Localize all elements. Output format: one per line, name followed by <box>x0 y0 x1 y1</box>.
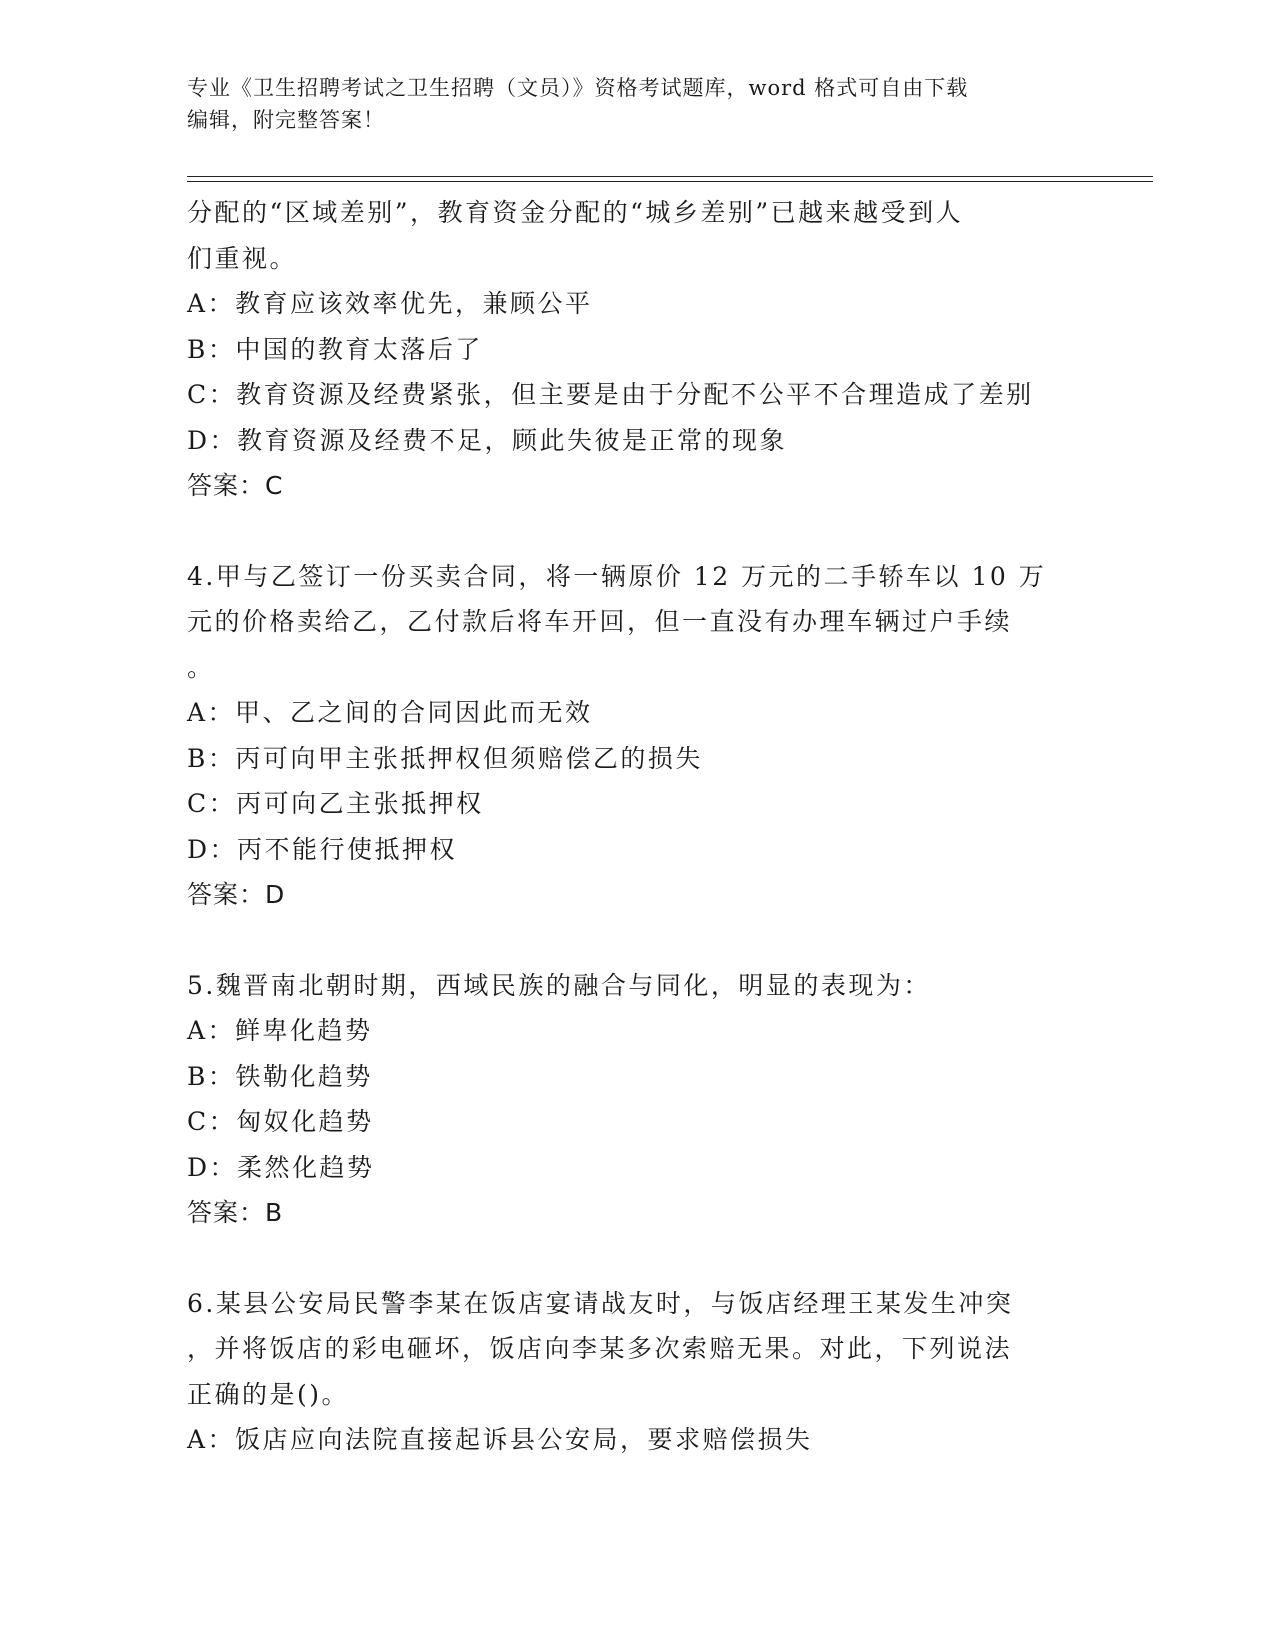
question-text: 们重视。 <box>187 243 298 273</box>
question-4 <box>187 554 1087 918</box>
option-a: A：教育应该效率优先，兼顾公平 <box>187 289 593 318</box>
question-text: 正确的是()。 <box>187 1379 350 1409</box>
answer: 答案：C <box>187 471 284 500</box>
question-text: 6.某县公安局民警李某在饭店宴请战友时，与饭店经理王某发生冲突 <box>187 1288 1014 1318</box>
spacer <box>187 918 1087 963</box>
question-text: ，并将饭店的彩电砸坏，饭店向李某多次索赔无果。对此，下列说法 <box>187 1334 1013 1363</box>
option-a: A：饭店应向法院直接起诉县公安局，要求赔偿损失 <box>187 1425 813 1454</box>
header-line-2: 编辑，附完整答案！ <box>187 108 385 132</box>
option-d: D：柔然化趋势 <box>187 1152 375 1182</box>
question-text: 。 <box>187 652 215 682</box>
header-divider-top <box>187 176 1153 177</box>
header-divider-bottom <box>187 181 1153 182</box>
option-d: D：丙不能行使抵押权 <box>187 834 458 864</box>
option-b: B：丙可向甲主张抵押权但须赔偿乙的损失 <box>187 743 703 773</box>
document-header <box>187 72 1087 136</box>
question-text: 4.甲与乙签订一份买卖合同，将一辆原价 12 万元的二手轿车以 10 万 <box>187 561 1047 591</box>
question-text: 分配的“区域差别”，教育资金分配的“城乡差别”已越来越受到人 <box>187 198 964 227</box>
option-c: C：匈奴化趋势 <box>187 1107 374 1136</box>
question-text: 元的价格卖给乙，乙付款后将车开回，但一直没有办理车辆过户手续 <box>187 607 1013 636</box>
option-b: B：铁勒化趋势 <box>187 1061 373 1091</box>
option-c: C：丙可向乙主张抵押权 <box>187 789 484 818</box>
header-line-1: 专业《卫生招聘考试之卫生招聘（文员）》资格考试题库，word 格式可自由下载 <box>187 76 969 100</box>
option-c: C：教育资源及经费紧张，但主要是由于分配不公平不合理造成了差别 <box>187 380 1034 409</box>
answer: 答案：D <box>187 880 286 909</box>
question-6 <box>187 1281 1087 1463</box>
question-text: 5.魏晋南北朝时期，西域民族的融合与同化，明显的表现为： <box>187 970 931 1000</box>
question-5 <box>187 963 1087 1236</box>
question-3 <box>187 190 1087 509</box>
option-a: A：鲜卑化趋势 <box>187 1016 373 1045</box>
question-list <box>187 190 1087 1463</box>
option-b: B：中国的教育太落后了 <box>187 334 483 364</box>
spacer <box>187 1236 1087 1281</box>
answer: 答案：B <box>187 1198 284 1227</box>
option-d: D：教育资源及经费不足，顾此失彼是正常的现象 <box>187 425 788 455</box>
option-a: A：甲、乙之间的合同因此而无效 <box>187 698 593 727</box>
spacer <box>187 509 1087 554</box>
